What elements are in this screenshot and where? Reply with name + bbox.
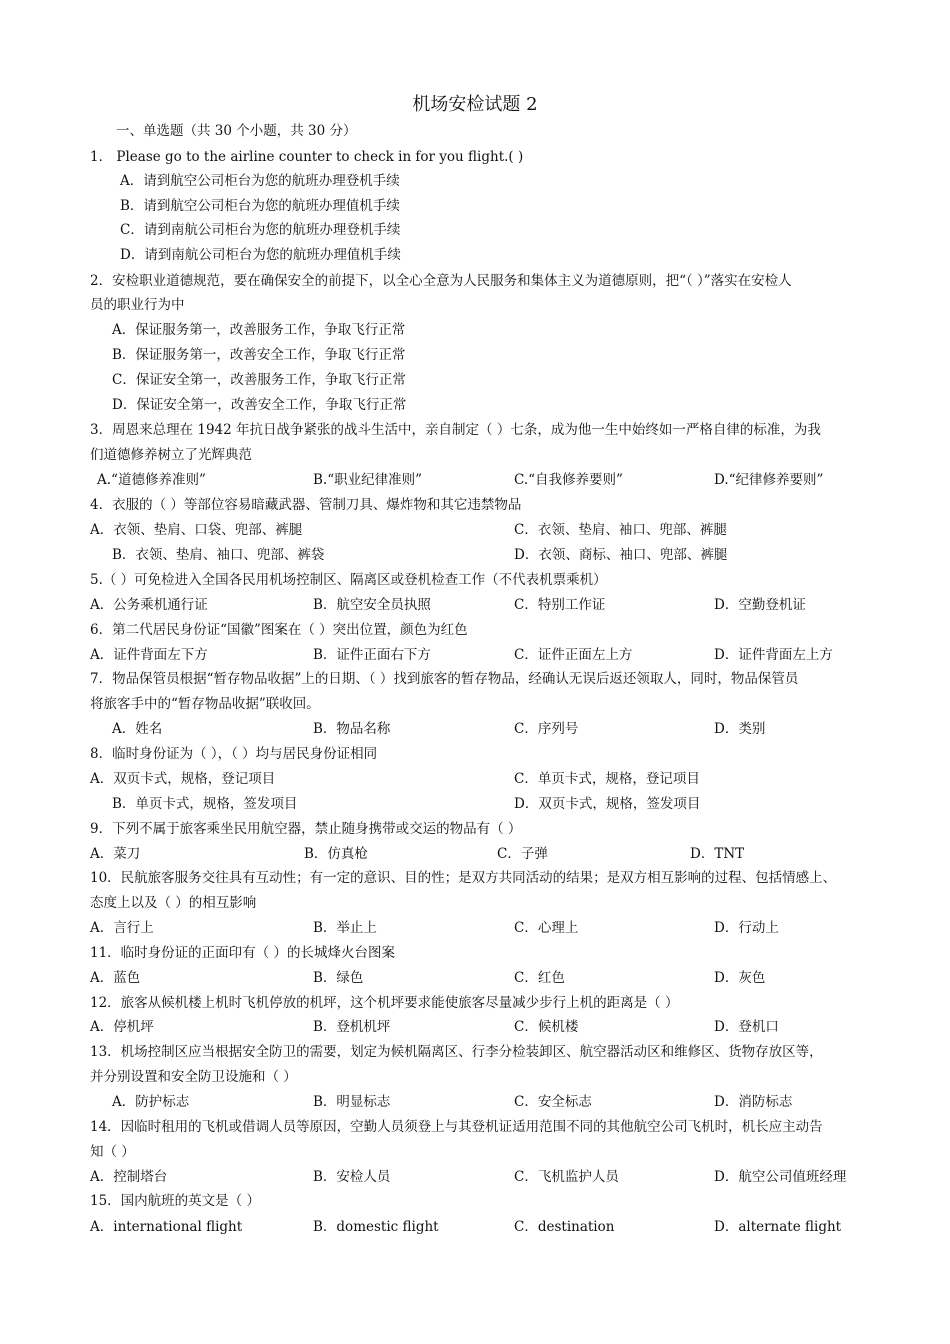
section-heading: 一、单选题（共 30 个小题，共 30 分） <box>116 123 357 139</box>
question-12-option: C．候机楼 <box>514 1019 579 1035</box>
question-5-text: 5.（ ）可免检进入全国各民用机场控制区、隔离区或登机检查工作（不代表机票乘机） <box>90 572 607 588</box>
question-6-option: D．证件背面左上方 <box>714 647 833 663</box>
question-10-text: 10．民航旅客服务交往具有互动性；有一定的意识、目的性；是双方共同活动的结果；是双方相互影响的过程、包括情感上、 <box>90 870 837 886</box>
question-8-option: A．双页卡式，规格，登记项目 <box>90 771 276 787</box>
question-10-text: 态度上以及（ ）的相互影响 <box>90 895 257 911</box>
question-14-option: B．安检人员 <box>313 1169 391 1185</box>
question-15-text: 15．国内航班的英文是（ ） <box>90 1193 260 1209</box>
question-2-option: C．保证安全第一，改善服务工作，争取飞行正常 <box>112 372 406 388</box>
question-5-option: B．航空安全员执照 <box>313 597 431 613</box>
question-1-option: D．请到南航公司柜台为您的航班办理值机手续 <box>120 247 401 263</box>
question-2-option: B．保证服务第一，改善安全工作，争取飞行正常 <box>112 347 406 363</box>
question-10-option: B．举止上 <box>313 920 377 936</box>
question-5-option: C．特别工作证 <box>514 597 606 613</box>
question-5-option: A．公务乘机通行证 <box>90 597 208 613</box>
question-7-option: C．序列号 <box>514 721 579 737</box>
question-8-text: 8．临时身份证为（ ），（ ）均与居民身份证相同 <box>90 746 378 762</box>
question-11-option: D．灰色 <box>714 970 766 986</box>
question-12-option: A．停机坪 <box>90 1019 154 1035</box>
question-13-option: C．安全标志 <box>514 1094 592 1110</box>
question-10-option: D．行动上 <box>714 920 779 936</box>
question-12-option: D．登机口 <box>714 1019 779 1035</box>
question-1-text: 1． Please go to the airline counter to check in for you flight.( ) <box>90 149 524 165</box>
page-title: 机场安检试题 2 <box>412 94 538 115</box>
question-7-option: D．类别 <box>714 721 766 737</box>
question-5-option: D．空勤登机证 <box>714 597 806 613</box>
question-11-option: A．蓝色 <box>90 970 141 986</box>
question-3-text: 们道德修养树立了光辉典范 <box>90 447 252 463</box>
question-4-option: B．衣领、垫肩、袖口、兜部、裤袋 <box>112 547 325 563</box>
question-12-text: 12．旅客从候机楼上机时飞机停放的机坪，这个机坪要求能使旅客尽量减少步行上机的距离是（ ） <box>90 995 679 1011</box>
question-4-option: A．衣领、垫肩、口袋、兜部、裤腿 <box>90 522 303 538</box>
question-6-option: B．证件正面右下方 <box>313 647 431 663</box>
question-14-option: C．飞机监护人员 <box>514 1169 619 1185</box>
question-13-option: B．明显标志 <box>313 1094 391 1110</box>
question-13-text: 13．机场控制区应当根据安全防卫的需要，划定为候机隔离区、行李分检装卸区、航空器活动区和维修区、货物存放区等， <box>90 1044 823 1060</box>
question-6-text: 6．第二代居民身份证“国徽”图案在（ ）突出位置，颜色为红色 <box>90 622 468 638</box>
question-2-option: D．保证安全第一，改善安全工作，争取飞行正常 <box>112 397 407 413</box>
question-14-option: A．控制塔台 <box>90 1169 168 1185</box>
question-11-option: C．红色 <box>514 970 565 986</box>
question-13-text: 并分别设置和安全防卫设施和（ ） <box>90 1069 297 1085</box>
question-11-option: B．绿色 <box>313 970 364 986</box>
question-3-option: A.“道德修养准则” <box>97 472 206 488</box>
question-1-option: A．请到航空公司柜台为您的航班办理登机手续 <box>120 173 400 189</box>
question-14-text: 14．因临时租用的飞机或借调人员等原因，空勤人员须登上与其登机证适用范围不同的其他航空公司飞机时，机长应主动告 <box>90 1119 823 1135</box>
question-1-option: C．请到南航公司柜台为您的航班办理登机手续 <box>120 222 401 238</box>
question-15-option: B．domestic flight <box>313 1219 439 1235</box>
question-10-option: A．言行上 <box>90 920 154 936</box>
question-7-option: B．物品名称 <box>313 721 391 737</box>
question-3-text: 3．周恩来总理在 1942 年抗日战争紧张的战斗生活中，亲自制定（ ）七条，成为他一生中始终如一严格自律的标准，为我 <box>90 422 821 438</box>
question-3-option: C.“自我修养要则” <box>514 472 623 488</box>
question-9-option: B．仿真枪 <box>304 846 368 862</box>
question-3-option: D.“纪律修养要则” <box>714 472 824 488</box>
question-14-option: D．航空公司值班经理 <box>714 1169 847 1185</box>
question-13-option: A．防护标志 <box>112 1094 190 1110</box>
question-9-text: 9．下列不属于旅客乘坐民用航空器，禁止随身携带或交运的物品有（ ） <box>90 821 522 837</box>
question-8-option: C．单页卡式，规格，登记项目 <box>514 771 700 787</box>
question-3-option: B.“职业纪律准则” <box>313 472 423 488</box>
question-15-option: C．destination <box>514 1219 615 1235</box>
question-2-text: 员的职业行为中 <box>90 297 185 313</box>
question-11-text: 11．临时身份证的正面印有（ ）的长城烽火台图案 <box>90 945 395 961</box>
question-6-option: A．证件背面左下方 <box>90 647 208 663</box>
question-12-option: B．登机机坪 <box>313 1019 391 1035</box>
question-10-option: C．心理上 <box>514 920 579 936</box>
question-9-option: D．TNT <box>690 846 745 862</box>
question-9-option: A．菜刀 <box>90 846 141 862</box>
question-15-option: D．alternate flight <box>714 1219 842 1235</box>
question-15-option: A．international flight <box>90 1219 243 1235</box>
question-2-option: A．保证服务第一，改善服务工作，争取飞行正常 <box>112 322 406 338</box>
question-9-option: C．子弹 <box>497 846 548 862</box>
question-8-option: B．单页卡式，规格，签发项目 <box>112 796 298 812</box>
question-1-option: B．请到航空公司柜台为您的航班办理值机手续 <box>120 198 400 214</box>
question-4-option: C．衣领、垫肩、袖口、兜部、裤腿 <box>514 522 727 538</box>
question-4-option: D．衣领、商标、袖口、兜部、裤腿 <box>514 547 728 563</box>
question-7-text: 将旅客手中的“暂存物品收据”联收回。 <box>90 696 320 712</box>
question-2-text: 2．安检职业道德规范，要在确保安全的前提下，以全心全意为人民服务和集体主义为道德原则，把“（ ）”落实在安检人 <box>90 273 792 289</box>
question-13-option: D．消防标志 <box>714 1094 793 1110</box>
question-7-text: 7．物品保管员根据“暂存物品收据”上的日期、（ ）找到旅客的暂存物品，经确认无误后返还领取人，同时，物品保管员 <box>90 671 799 687</box>
question-8-option: D．双页卡式，规格，签发项目 <box>514 796 701 812</box>
question-6-option: C．证件正面左上方 <box>514 647 633 663</box>
question-14-text: 知（ ） <box>90 1144 135 1160</box>
question-7-option: A．姓名 <box>112 721 163 737</box>
question-4-text: 4．衣服的（ ）等部位容易暗藏武器、管制刀具、爆炸物和其它违禁物品 <box>90 497 522 513</box>
